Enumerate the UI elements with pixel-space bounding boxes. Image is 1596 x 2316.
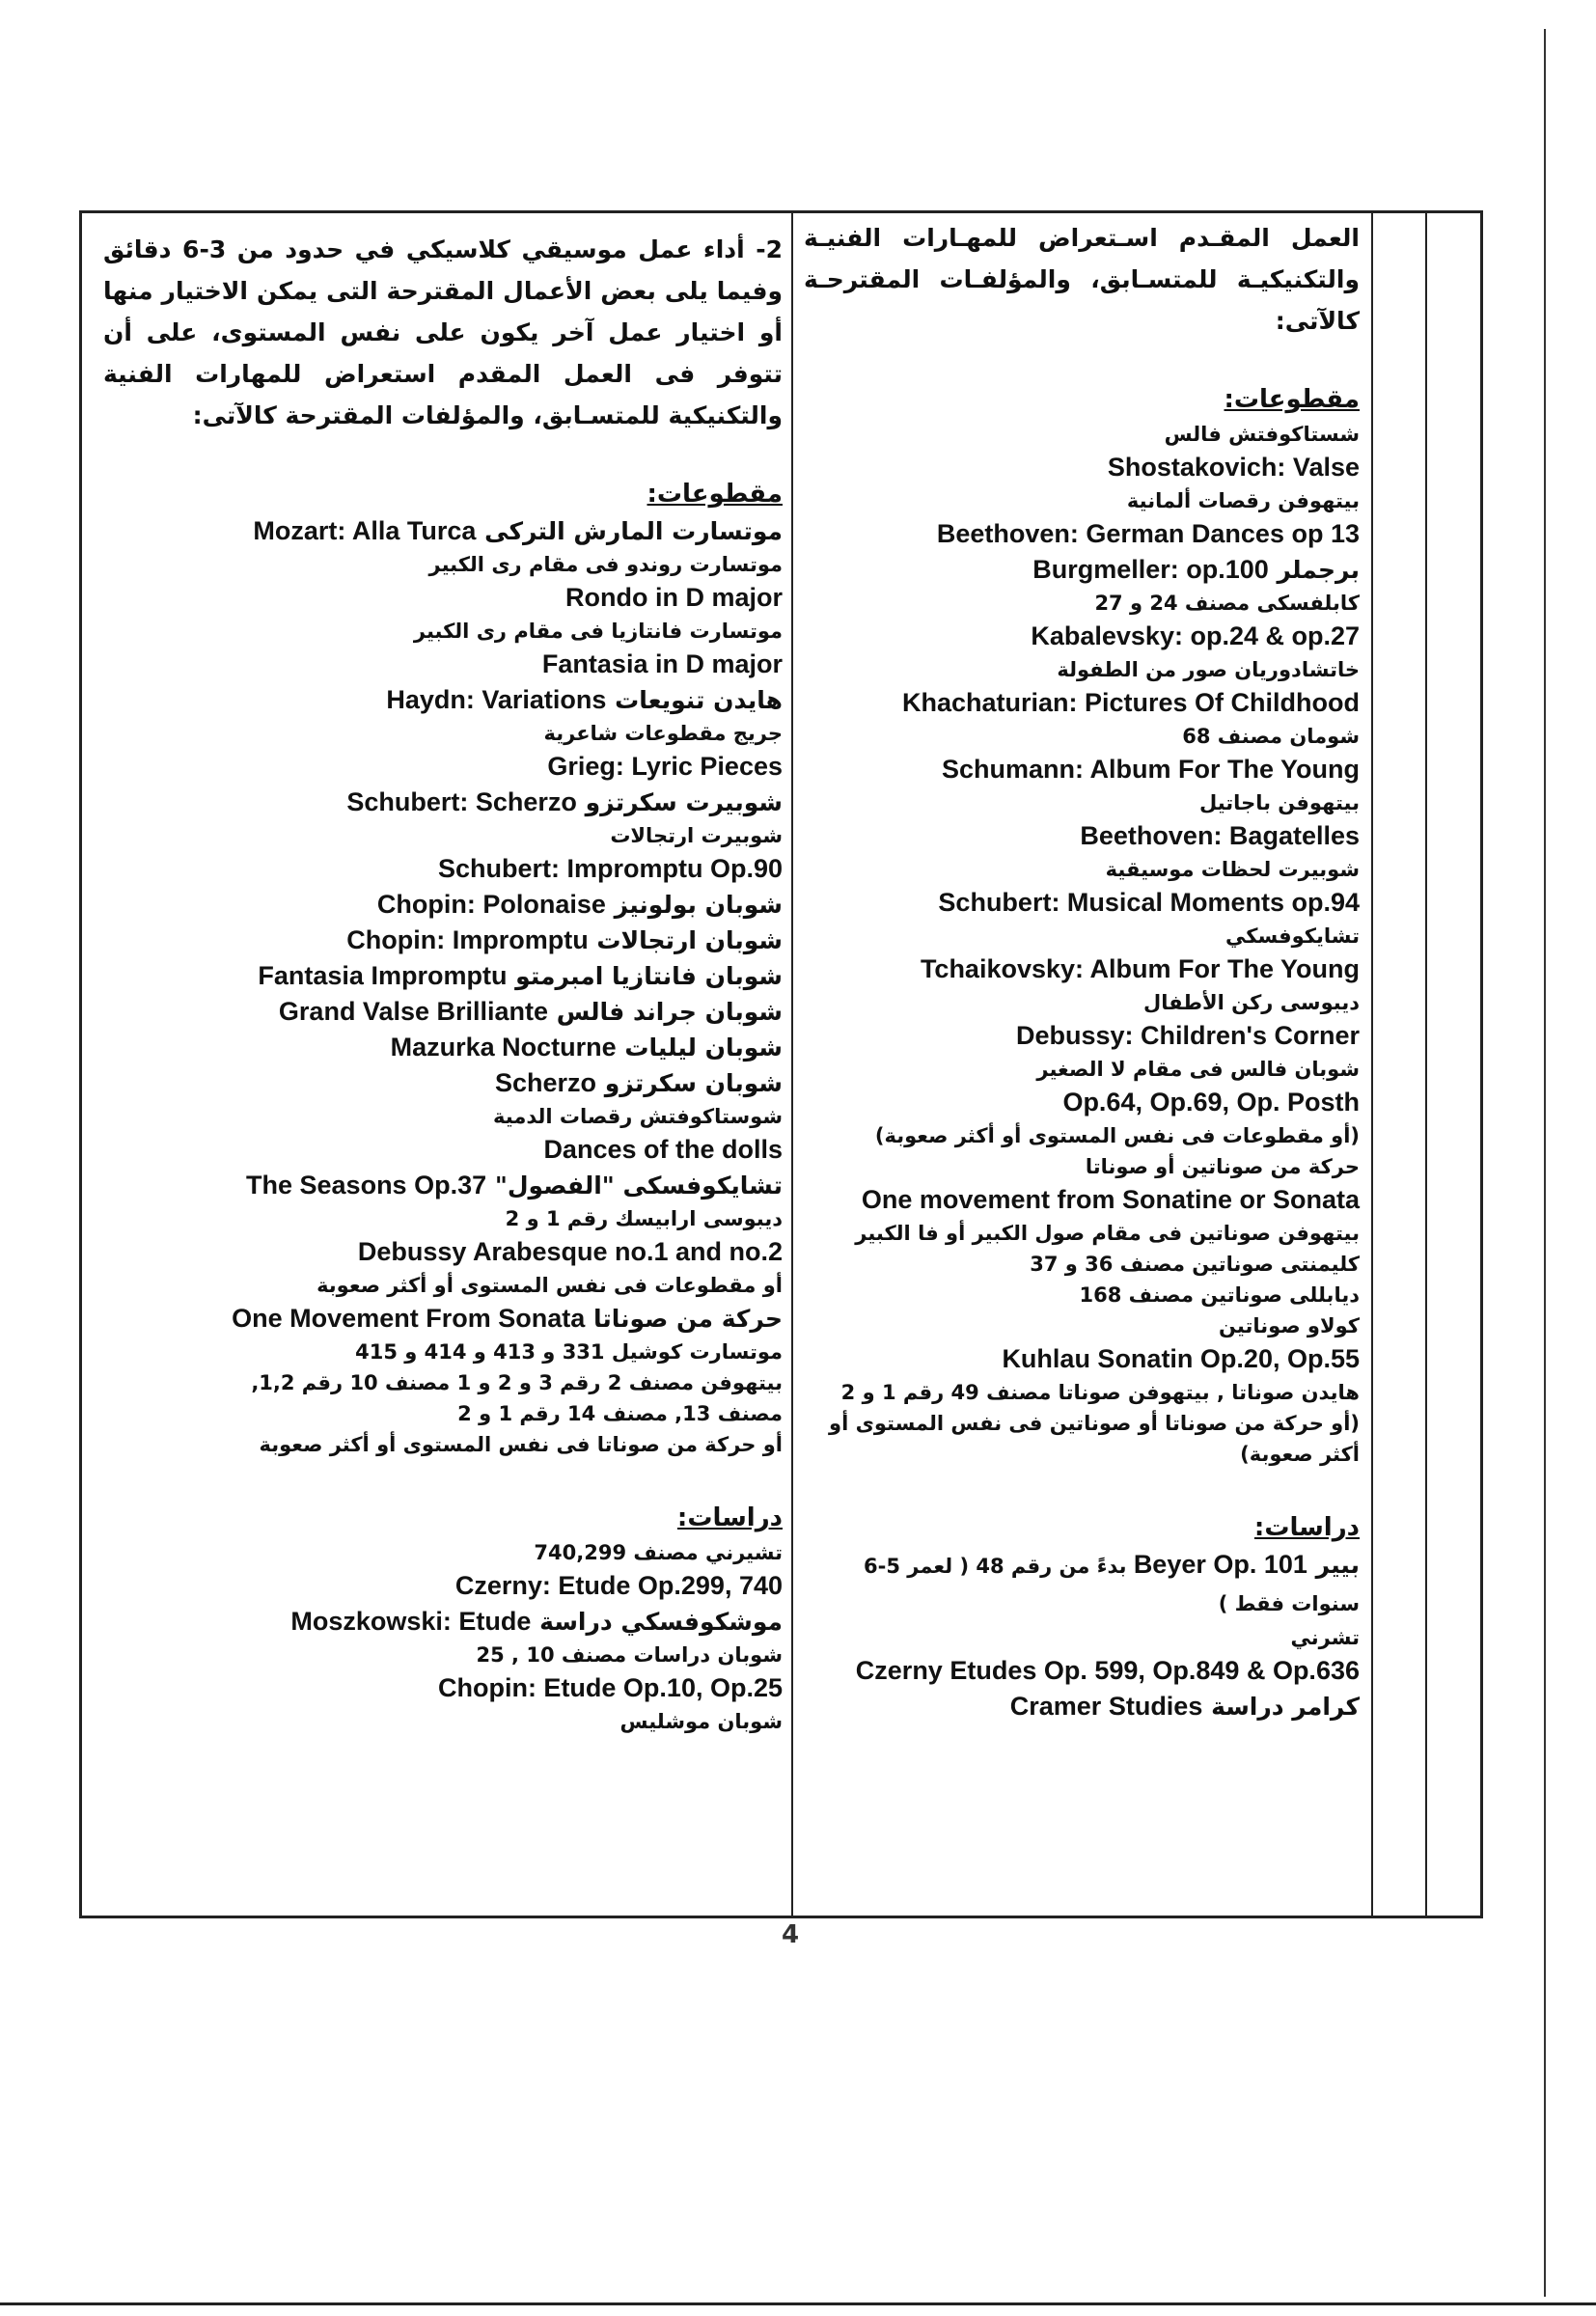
english-title: Mozart: Alla Turca bbox=[253, 516, 477, 545]
english-title: Beethoven: German Dances op 13 bbox=[936, 519, 1360, 548]
arabic-title: تشيرني مصنف 740,299 bbox=[534, 1541, 783, 1564]
list-item bbox=[103, 887, 783, 923]
list-item bbox=[103, 1604, 783, 1640]
english-title: One Movement From Sonata bbox=[232, 1304, 586, 1333]
english-title: Beethoven: Bagatelles bbox=[1080, 821, 1360, 850]
english-title: Czerny Etudes Op. 599, Op.849 & Op.636 bbox=[855, 1656, 1360, 1685]
list-item bbox=[103, 923, 783, 958]
arabic-title: شومان مصنف 68 bbox=[1182, 725, 1360, 748]
arabic-title: بيير bbox=[1315, 1551, 1360, 1579]
arabic-title: موتسارت روندو فى مقام رى الكبير bbox=[428, 553, 783, 576]
right-pieces-list bbox=[804, 419, 1360, 1470]
english-title: Schubert: Impromptu Op.90 bbox=[437, 854, 783, 883]
arabic-title: كليمنتى صوناتين مصنف 36 و 37 bbox=[1030, 1253, 1360, 1276]
left-pieces-list bbox=[103, 513, 783, 1460]
arabic-title: حركة من صوناتا bbox=[592, 1305, 783, 1333]
arabic-title: شوبان جراند فالس bbox=[556, 998, 783, 1026]
english-title: Cramer Studies bbox=[1009, 1692, 1203, 1721]
arabic-title: ديبوسى ارابيسك رقم 1 و 2 bbox=[505, 1207, 783, 1230]
column-divider bbox=[1371, 213, 1373, 1916]
arabic-title: موشكوفسكي دراسة bbox=[539, 1608, 783, 1636]
arabic-title: شوبان موشليس bbox=[619, 1710, 783, 1733]
list-item bbox=[804, 552, 1360, 588]
column-divider bbox=[1425, 213, 1427, 1916]
arabic-title: جريج مقطوعات شاعرية bbox=[543, 722, 783, 745]
arabic-title: كرامر دراسة bbox=[1211, 1693, 1360, 1721]
english-title: Beyer Op. 101 bbox=[1133, 1550, 1307, 1579]
right-studies-heading: دراسات: bbox=[1253, 1513, 1360, 1542]
english-title: The Seasons Op.37 bbox=[246, 1171, 487, 1199]
arabic-title: موتسارت كوشيل 331 و 413 و 414 و 415 bbox=[355, 1340, 783, 1364]
english-title: Op.64, Op.69, Op. Posth bbox=[1062, 1088, 1360, 1117]
arabic-title: هايدن تنويعات bbox=[615, 686, 783, 714]
arabic-title: هايدن صوناتا , بيتهوفن صوناتا مصنف 49 رقم 1 و 2 bbox=[840, 1381, 1360, 1404]
arabic-title: بيتهوفن صوناتين فى مقام صول الكبير أو فا الكبير bbox=[855, 1222, 1360, 1245]
arabic-title: برجملر bbox=[1277, 556, 1360, 584]
list-item bbox=[103, 682, 783, 718]
english-title: Dances of the dolls bbox=[543, 1135, 783, 1164]
arabic-title: بيتهوفن مصنف 2 رقم 3 و 2 و 1 مصنف 10 رقم 1,2, bbox=[251, 1371, 783, 1394]
english-title: Fantasia Impromptu bbox=[258, 961, 508, 990]
english-title: Grieg: Lyric Pieces bbox=[547, 752, 783, 781]
english-title: Czerny: Etude Op.299, 740 bbox=[454, 1571, 783, 1600]
arabic-title: موتسارت المارش التركى bbox=[484, 517, 783, 545]
page-number: 4 bbox=[782, 1920, 800, 1949]
arabic-title: (أو مقطوعات فى نفس المستوى أو أكثر صعوبة) bbox=[874, 1124, 1360, 1147]
left-studies-list bbox=[103, 1537, 783, 1737]
english-title: Kabalevsky: op.24 & op.27 bbox=[1031, 621, 1360, 650]
english-title: Debussy: Children's Corner bbox=[1016, 1021, 1360, 1050]
english-title: Chopin: Etude Op.10, Op.25 bbox=[437, 1673, 783, 1702]
arabic-title: بيتهوفن باجاتيل bbox=[1198, 791, 1360, 814]
english-title: Schubert: Musical Moments op.94 bbox=[938, 888, 1360, 917]
left-column bbox=[96, 213, 790, 1737]
english-title: Debussy Arabesque no.1 and no.2 bbox=[357, 1237, 783, 1266]
arabic-title: تشرني bbox=[1290, 1626, 1360, 1649]
english-title: One movement from Sonatine or Sonata bbox=[861, 1185, 1360, 1214]
list-item bbox=[804, 1689, 1360, 1724]
list-item bbox=[103, 994, 783, 1030]
list-item bbox=[103, 513, 783, 549]
english-title: Rondo in D major bbox=[565, 583, 783, 612]
english-title: Schumann: Album For The Young bbox=[942, 755, 1360, 784]
arabic-title: (أو حركة من صوناتا أو صوناتين فى نفس المستوى أو أكثر صعوبة) bbox=[829, 1412, 1360, 1466]
right-pieces-heading: مقطوعات: bbox=[1224, 385, 1360, 414]
arabic-title: شوبان سكرتزو bbox=[604, 1069, 783, 1097]
scan-bottom-edge bbox=[0, 2302, 1596, 2305]
left-pieces-heading: مقطوعات: bbox=[647, 480, 783, 509]
right-studies-list bbox=[804, 1547, 1360, 1724]
right-intro: العمل المقـدم اسـتعراض للمهـارات الفنيـة والتكنيكيـة للمتسـابق، والمؤلفـات المقترحـة كالآتى: bbox=[804, 224, 1360, 335]
arabic-title: تشايكوفسكي bbox=[1225, 924, 1360, 948]
english-title: Scherzo bbox=[495, 1068, 597, 1097]
english-title: Grand Valse Brilliante bbox=[278, 997, 549, 1026]
arabic-title: شوبان دراسات مصنف 10 , 25 bbox=[476, 1643, 783, 1667]
arabic-note: بدءً من رقم 48 ( لعمر 5-6 سنوات فقط ) bbox=[863, 1555, 1360, 1615]
english-title: Burgmeller: op.100 bbox=[1032, 555, 1269, 584]
column-divider bbox=[791, 213, 793, 1916]
list-item bbox=[103, 1301, 783, 1337]
arabic-title: كابلفسكى مصنف 24 و 27 bbox=[1094, 592, 1360, 615]
arabic-title: أو مقطوعات فى نفس المستوى أو أكثر صعوبة bbox=[316, 1274, 783, 1297]
arabic-title: شوبيرت لحظات موسيقية bbox=[1105, 858, 1360, 881]
english-title: Fantasia in D major bbox=[541, 649, 783, 678]
left-studies-heading: دراسات: bbox=[676, 1503, 783, 1532]
arabic-title: شوبان فانتازيا امبرمتو bbox=[515, 962, 783, 990]
arabic-title: بيتهوفن رقصات ألمانية bbox=[1126, 489, 1360, 512]
english-title: Chopin: Polonaise bbox=[376, 890, 606, 919]
arabic-title: أو حركة من صوناتا فى نفس المستوى أو أكثر صعوبة bbox=[259, 1433, 783, 1456]
list-item bbox=[804, 1547, 1360, 1622]
english-title: Khachaturian: Pictures Of Childhood bbox=[901, 688, 1360, 717]
arabic-title: خاتشادوريان صور من الطفولة bbox=[1057, 658, 1360, 681]
english-title: Kuhlau Sonatin Op.20, Op.55 bbox=[1002, 1344, 1360, 1373]
list-item bbox=[103, 958, 783, 994]
arabic-title: شوبان ارتجالات bbox=[596, 926, 783, 954]
arabic-title: كولاو صوناتين bbox=[1219, 1314, 1360, 1337]
arabic-title: شوبان فالس فى مقام لا الصغير bbox=[1036, 1058, 1360, 1081]
english-title: Chopin: Impromptu bbox=[346, 925, 589, 954]
arabic-title: شوبان بولونيز bbox=[614, 891, 783, 919]
english-title: Mazurka Nocturne bbox=[390, 1033, 617, 1062]
english-title: Moszkowski: Etude bbox=[290, 1607, 532, 1636]
arabic-title: ديابللى صوناتين مصنف 168 bbox=[1079, 1283, 1360, 1307]
list-item bbox=[103, 1030, 783, 1065]
english-title: Shostakovich: Valse bbox=[1107, 453, 1360, 482]
scan-margin-line bbox=[1544, 29, 1546, 2297]
english-title: Haydn: Variations bbox=[386, 685, 607, 714]
arabic-title: شوستاكوفتش رقصات الدمية bbox=[493, 1105, 783, 1128]
arabic-title: شوبان ليليات bbox=[624, 1034, 783, 1062]
list-item bbox=[103, 1065, 783, 1101]
arabic-title: شستاكوفتش فالس bbox=[1164, 423, 1360, 446]
left-intro: 2- أداء عمل موسيقي كلاسيكي في حدود من 3-6 دقائق وفيما يلى بعض الأعمال المقترحة التى يمكن الاختيار منها أو اختيار عمل آخر يكون على نفس المستوى، على أن تتوفر فى العمل المقدم استعراض للمهارات الفنية والتكنيكية للمتسـابق، والمؤلفات المقترحة كالآتى: bbox=[103, 235, 783, 429]
arabic-title: ديبوسى ركن الأطفال bbox=[1143, 991, 1360, 1014]
arabic-title: مصنف 13, مصنف 14 رقم 1 و 2 bbox=[457, 1402, 783, 1425]
arabic-title: حركة من صوناتين أو صوناتا bbox=[1085, 1155, 1360, 1178]
right-column bbox=[798, 213, 1367, 1724]
arabic-title: موتسارت فانتازيا فى مقام رى الكبير bbox=[413, 620, 783, 643]
list-item bbox=[103, 785, 783, 820]
list-item bbox=[103, 1168, 783, 1203]
english-title: Schubert: Scherzo bbox=[346, 787, 577, 816]
arabic-title: تشايكوفسكى "الفصول" bbox=[494, 1172, 783, 1199]
english-title: Tchaikovsky: Album For The Young bbox=[920, 954, 1360, 983]
content-table bbox=[79, 210, 1483, 1918]
arabic-title: شوبيرت سكرتزو bbox=[585, 788, 783, 816]
arabic-title: شوبيرت ارتجالات bbox=[610, 824, 783, 847]
